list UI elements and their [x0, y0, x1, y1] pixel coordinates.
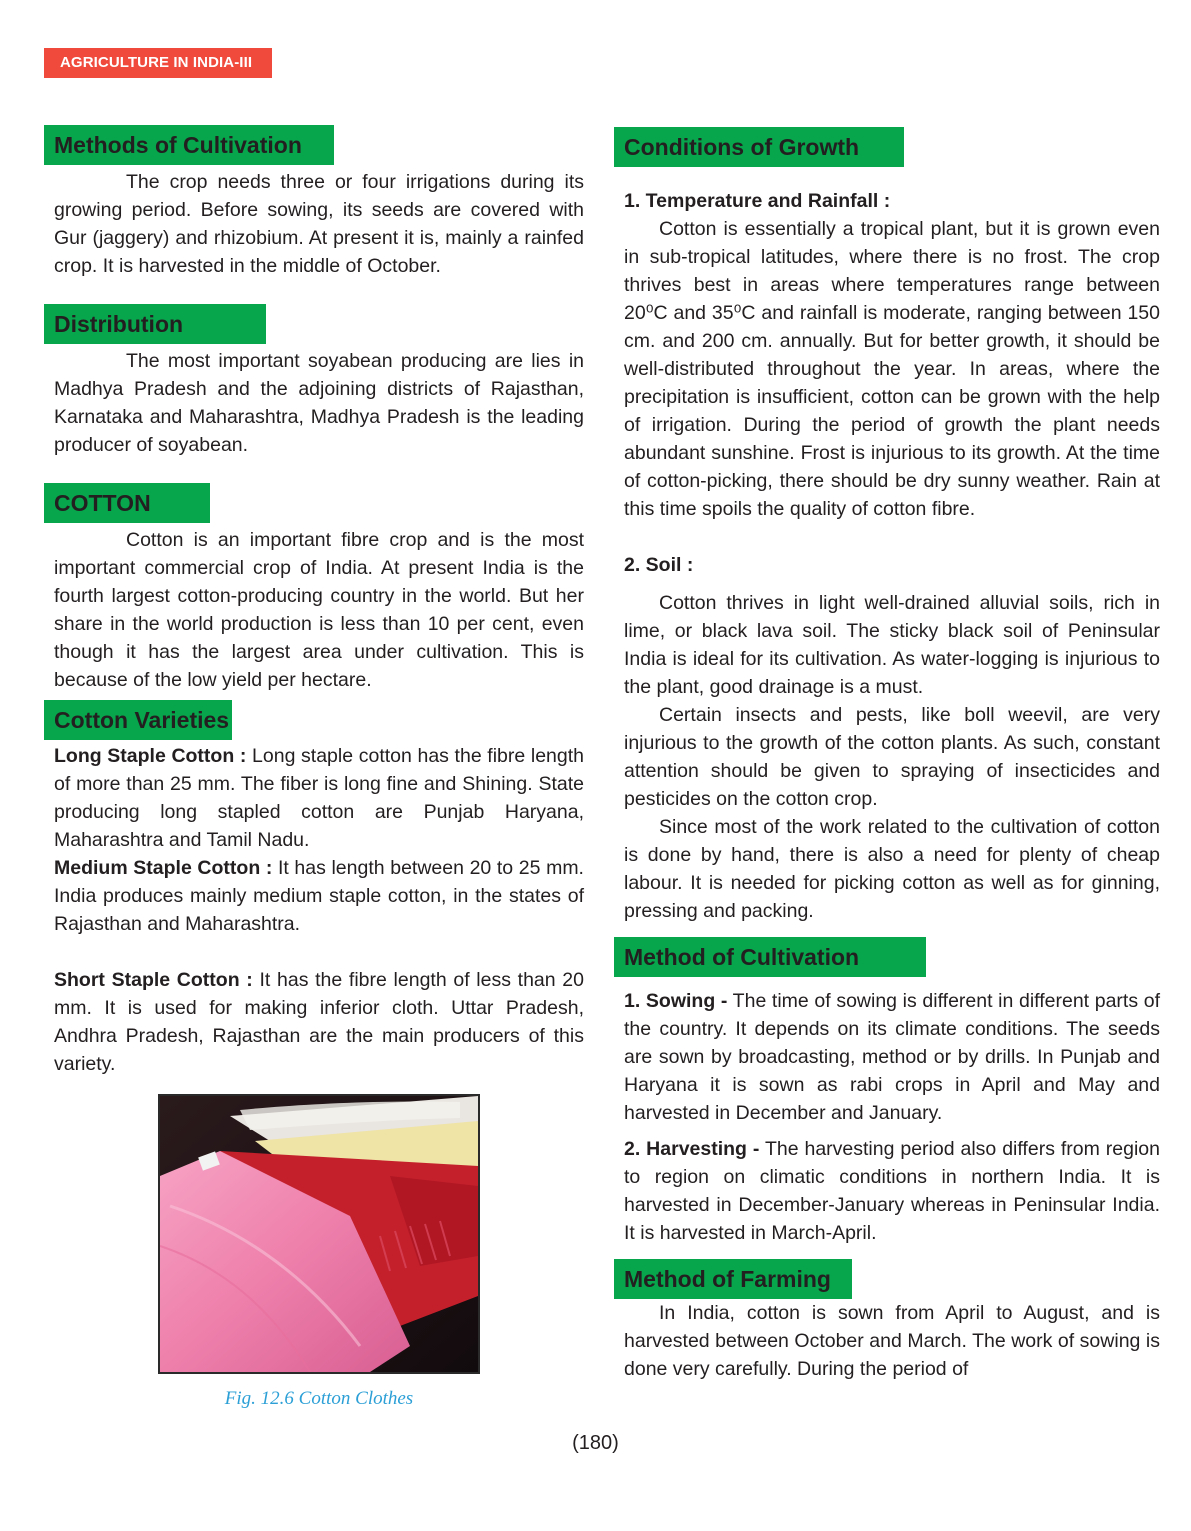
- long-staple-text: Long staple cotton has the fibre length of more than 25 mm. The fiber is long fine and Shining. State producing long stapled cotton are Punjab Haryana, Maharashtra and Tamil Nadu.: [54, 745, 585, 851]
- soil-paragraph-2: Certain insects and pests, like boll weevil, are very injurious to the growth of the cotton plants. As such, constant attention should be given to spraying of insecticides and pesticides on the cotton crop.: [624, 704, 1160, 810]
- medium-staple-text: It has length between 20 to 25 mm. India produces mainly medium staple cotton, in the states of Rajasthan and Maharashtra.: [54, 857, 584, 935]
- chapter-tag: AGRICULTURE IN INDIA-III: [44, 48, 272, 78]
- sowing-label: 1. Sowing -: [624, 990, 728, 1012]
- soil-heading: 2. Soil :: [624, 554, 694, 576]
- farming-paragraph: In India, cotton is sown from April to August, and is harvested between October and March. The work of sowing is done very carefully. During the period of: [624, 1302, 1160, 1380]
- section-title-methods: Methods of Cultivation: [44, 125, 334, 165]
- methods-paragraph: The crop needs three or four irrigations during its growing period. Before sowing, its seeds are covered with Gur (jaggery) and rhizobium. At present it is, mainly a rainfed crop. It is harvested in the middle of October.: [54, 171, 584, 277]
- short-staple-text: It has the fibre length of less than 20 mm. It is used for making inferior cloth. Uttar Pradesh, Andhra Pradesh, Rajasthan are the main producers of this variety.: [54, 969, 584, 1075]
- long-staple-label: Long Staple Cotton :: [54, 745, 247, 767]
- sowing-text: The time of sowing is different in different parts of the country. It depends on its climate conditions. The seeds are sown by broadcasting, method or by drills. In Punjab and Haryana it is sown as rabi crops in April and May and harvested in December and January.: [624, 990, 1160, 1124]
- section-title-conditions: Conditions of Growth: [614, 127, 904, 167]
- cotton-clothes-photo: [158, 1094, 480, 1374]
- sowing-paragraph: [614, 987, 1160, 1127]
- medium-staple-paragraph: [44, 854, 584, 938]
- section-title-cotton: COTTON: [44, 483, 210, 523]
- soil-paragraph-3: Since most of the work related to the cultivation of cotton is done by hand, there is also a need for plenty of cheap labour. It is needed for picking cotton as well as for ginning, pressing and packing.: [624, 816, 1160, 922]
- short-staple-label: Short Staple Cotton :: [54, 969, 253, 991]
- page-number: (180): [572, 1432, 619, 1454]
- temperature-paragraph: Cotton is essentially a tropical plant, but it is grown even in sub-tropical latitudes, where there is no frost. The crop thrives best in areas where temperatures range between 20⁰C and 35⁰C and rainfall is moderate, ranging between 150 cm. and 200 cm. annually. But for better growth, it should be well-distributed throughout the year. In areas, where the precipitation is insufficient, cotton can be grown with the help of irrigation. During the period of growth the plant needs abundant sunshine. Frost is injurious to its growth. At the time of cotton-picking, there should be dry sunny weather. Rain at this time spoils the quality of cotton fibre.: [624, 218, 1160, 520]
- soil-paragraph-1: Cotton thrives in light well-drained alluvial soils, rich in lime, or black lava soil. The sticky black soil of Peninsular India is ideal for its cultivation. As water-logging is injurious to the plant, good drainage is a must.: [624, 592, 1160, 698]
- temperature-rainfall-heading: 1. Temperature and Rainfall :: [624, 190, 891, 212]
- section-title-distribution: Distribution: [44, 304, 266, 344]
- medium-staple-label: Medium Staple Cotton :: [54, 857, 273, 879]
- left-column: [44, 125, 584, 1078]
- long-staple-paragraph: [44, 742, 584, 854]
- cotton-clothes-illustration: [160, 1096, 478, 1372]
- section-title-varieties: Cotton Varieties: [44, 700, 232, 740]
- short-staple-paragraph: [44, 966, 584, 1078]
- right-column: [614, 127, 1160, 1383]
- distribution-paragraph: The most important soyabean producing are lies in Madhya Pradesh and the adjoining districts of Rajasthan, Karnataka and Maharashtra, Madhya Pradesh is the leading producer of soyabean.: [54, 350, 584, 456]
- harvesting-text: The harvesting period also differs from region to region on climatic conditions in northern India. It is harvested in December-January whereas in Peninsular India. It is harvested in March-April.: [624, 1138, 1160, 1244]
- cotton-paragraph: Cotton is an important fibre crop and is the most important commercial crop of India. At present India is the fourth largest cotton-producing country in the world. But her share in the world production is less than 10 per cent, even though it has the largest area under cultivation. This is because of the low yield per hectare.: [54, 529, 584, 691]
- harvesting-label: 2. Harvesting -: [624, 1138, 760, 1160]
- section-title-method-farming: Method of Farming: [614, 1259, 852, 1299]
- figure-caption: Fig. 12.6 Cotton Clothes: [224, 1388, 414, 1409]
- section-title-method-cultivation: Method of Cultivation: [614, 937, 926, 977]
- harvesting-paragraph: [614, 1135, 1160, 1247]
